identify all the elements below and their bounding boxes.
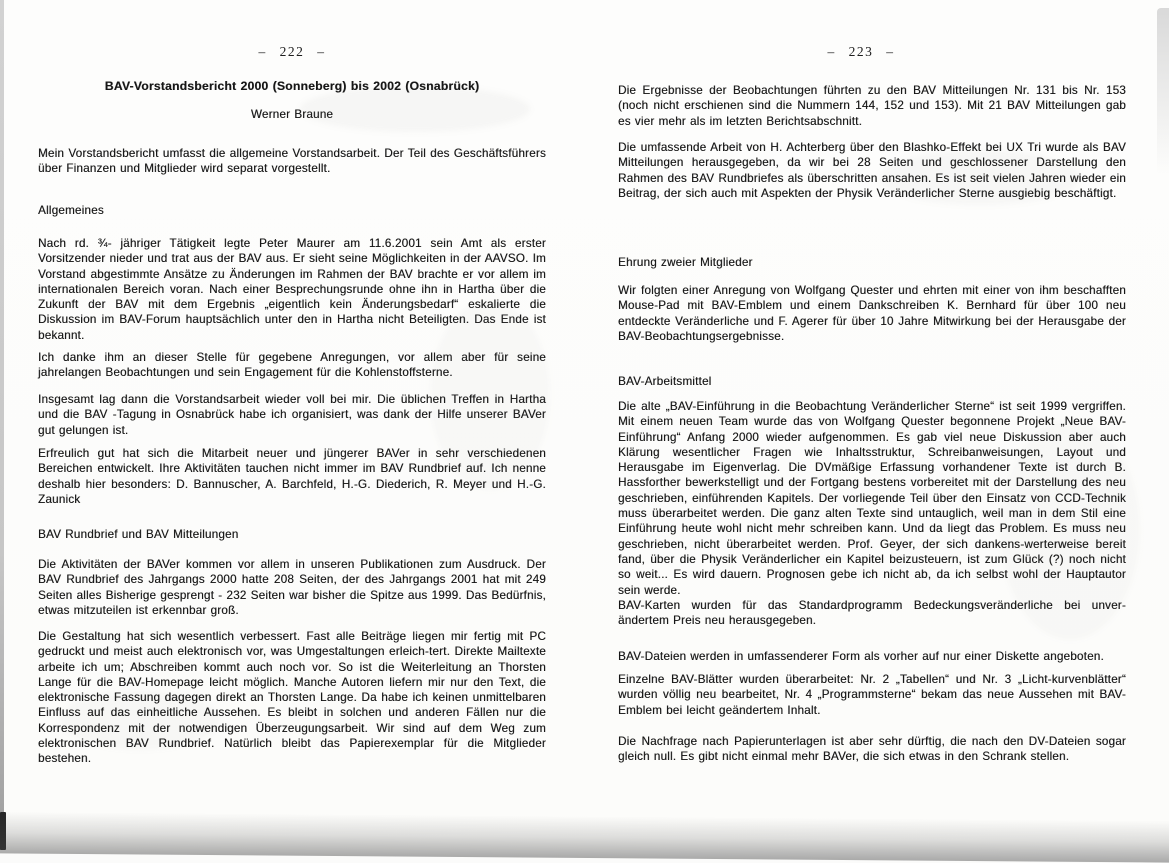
section-heading: BAV Rundbrief und BAV Mitteilungen <box>38 528 239 541</box>
section-heading: Ehrung zweier Mitglieder <box>618 256 753 269</box>
paragraph: Die umfassende Arbeit von H. Achterberg über den Blashko-Effekt bei UX Tri wurde als BAV Mitteilungen herausgegeben, da wir bei 28 Seiten und geschlossener Darstellung den Rahmen des BAV Rundbriefes als überschritten ansahen. Es ist seit vielen Jahren wieder ein Beitrag, der sich auch mit Aspekten der Physik Veränderlicher Sterne ausgiebig beschäftigt. <box>618 141 1126 200</box>
scan-bottom-shadow-band <box>0 811 1169 862</box>
paragraph: Die Nachfrage nach Papierunterlagen ist aber sehr dürftig, die nach den DV-Dateien sogar gleich null. Es gibt nicht einmal mehr BAVer, die sich etwas in den Schrank stellen. <box>618 735 1126 764</box>
section-heading: BAV-Arbeitsmittel <box>618 375 712 388</box>
paragraph: Die alte „BAV-Einführung in die Beobachtung Veränderlicher Sterne“ ist seit 1999 vergriffen. Mit einem neuen Team wurde das von Wolfgang Quester begonnene Projekt „Neue BAV-Einführung“ Anfang 2000 wieder aufgenommen. Es gab viel neue Diskussion aber auch Klärung wesentlicher Fragen wie Inhaltsstruktur, Schreibanweisungen, Layout und Herausgabe im Eigenverlag. Die DVmäßige Erfassung vorhandener Texte ist durch B. Hassforther bewerkstelligt und der Fortgang bestens vorbereitet mit der Darstellung des neu geschrieben, einführenden Kapitels. Der vorliegende Teil über den Einsatz von CCD-Technik muss überarbeitet werden. Die ganz alten Texte sind untauglich, weil man in dem Stil eine Einführung heute wohl nicht mehr schreiben kann. Und da liegt das Problem. Es muss neu geschrieben, nicht überarbeitet werden. Prof. Geyer, der sich dankens-werterweise bereit fand, über die Physik Veränderlicher ein Kapitel beizusteuern, ist zum Glück (?) noch nicht so weit... Es wird dauern. Prognosen gebe ich nicht ab, da ich selbst wohl der Hauptautor sein werde. <box>618 400 1126 597</box>
section-heading: Allgemeines <box>38 204 104 217</box>
scan-smudge <box>60 690 220 750</box>
paragraph: Die Aktivitäten der BAVer kommen vor allem in unseren Publikationen zum Ausdruck. Der BAV Rundbrief des Jahrgangs 2000 hatte 208 Seiten, der des Jahrgangs 2001 hat mit 249 Seiten alles Bisherige gesprengt - 232 Seiten war bisher die Spitze aus 1999. Das Bedürfnis, etwas mitzuteilen ist erkennbar groß. <box>38 558 546 617</box>
paragraph: BAV-Dateien werden in umfassenderer Form als vorher auf nur einer Diskette angeboten. <box>618 650 1104 663</box>
scan-smudge <box>300 86 530 132</box>
paragraph: Erfreulich gut hat sich die Mitarbeit neuer und jüngerer BAVer in sehr verschiedenen Bereichen entwickelt. Ihre Aktivitäten tauchen nicht immer im BAV Rundbrief auf. Ich nenne deshalb hier besonders: D. Bannuscher, A. Barchfeld, H.-G. Diederich, R. Meyer und H.-G. Zaunick <box>38 447 546 506</box>
article-author: Werner Braune <box>250 108 334 121</box>
scan-smudge <box>430 300 550 490</box>
scan-top-right-shadow <box>1157 8 1169 173</box>
page-number: – 222 – <box>258 44 326 59</box>
article-title: BAV-Vorstandsbericht 2000 (Sonneberg) bis 2002 (Osnabrück) <box>104 79 480 93</box>
scan-smudge <box>880 150 1080 205</box>
paragraph: Nach rd. ¾- jähriger Tätigkeit legte Peter Maurer am 11.6.2001 sein Amt als erster Vorsitzender nieder und trat aus der BAV aus. Er sieht seine Möglichkeiten in der AAVSO. Im Vorstand abgestimmte Ansätze zu Änderungen im Rahmen der BAV brachte er vor allem im internationalen Bereich voran. Nach einer Besprechungsrunde ohne ihn in Hartha über die Zukunft der BAV mit dem Ergebnis „eigentlich kein Änderungsbedarf“ eskalierte die Diskussion im BAV-Forum hauptsächlich unter den in Hartha nicht Beteiligten. Das Ende ist bekannt. <box>38 237 546 342</box>
paragraph: BAV-Karten wurden für das Standardprogramm Bedeckungsveränderliche bei unver-ändertem Preis neu herausgegeben. <box>618 599 1126 628</box>
paragraph: Mein Vorstandsbericht umfasst die allgemeine Vorstandsarbeit. Der Teil des Geschäftsführers über Finanzen und Mitglieder wird separat vorgestellt. <box>38 147 546 176</box>
paragraph: Ich danke ihm an dieser Stelle für gegebene Anregungen, vor allem aber für seine jahrelangen Beobachtungen und sein Engagement für die Kohlenstoffsterne. <box>38 351 546 380</box>
paragraph: Die Ergebnisse der Beobachtungen führten zu den BAV Mitteilungen Nr. 131 bis Nr. 153 (noch nicht erschienen sind die Nummern 144, 152 und 153). Mit 21 BAV Mitteilungen gab es vier mehr als im letzten Berichtsabschnitt. <box>618 84 1126 128</box>
scan-smudge <box>1000 420 1140 640</box>
scan-left-edge-shadow <box>0 0 4 850</box>
paragraph: Einzelne BAV-Blätter wurden überarbeitet: Nr. 2 „Tabellen“ und Nr. 3 „Licht-kurvenblätter“ wurden völlig neu bearbeitet, Nr. 4 „Programmsterne“ bekam das neue Aussehen mit BAV-Emblem bei leicht geändertem Inhalt. <box>618 673 1126 717</box>
paragraph: Die Gestaltung hat sich wesentlich verbessert. Fast alle Beiträge liegen mir fertig mit PC gedruckt und meist auch elektronisch vor, was Umgestaltungen erleich-tert. Direkte Mailtexte arbeite ich um; Abschreiben kommt auch noch vor. So ist die Weiterleitung an Thorsten Lange für die BAV-Homepage leicht möglich. Manche Autoren liefern mir nur den Text, die elektronische Fassung dagegen direkt an Thorsten Lange. Da habe ich keinen unmittelbaren Einfluss auf das einheitliche Aussehen. Es bleibt in solchen und anderen Fällen nur die Korrespondenz mit der notwendigen Überzeugungsarbeit. Wir sind auf dem Weg zum elektronischen BAV Rundbrief. Natürlich bleibt das Papierexemplar für die Mitglieder bestehen. <box>38 630 546 766</box>
paragraph: Wir folgten einer Anregung von Wolfgang Quester und ehrten mit einer von ihm beschafften Mouse-Pad mit BAV-Emblem und einem Dankschreiben K. Bernhard für über 100 neu entdeckte Veränderliche und F. Agerer für über 10 Jahre Mitwirkung bei der Herausgabe der BAV-Beobachtungsergebnisse. <box>618 284 1126 343</box>
paragraph: Insgesamt lag dann die Vorstandsarbeit wieder voll bei mir. Die üblichen Treffen in Hartha und die BAV -Tagung in Osnabrück habe ich organisiert, was dank der Hilfe unserer BAVer gut gelungen ist. <box>38 393 546 437</box>
page-number: – 223 – <box>827 44 895 59</box>
